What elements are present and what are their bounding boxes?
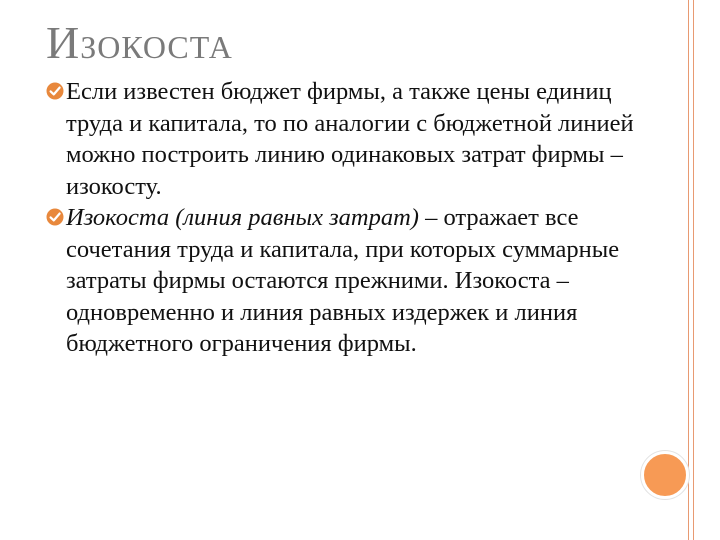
term-isocost: Изокоста (линия равных затрат) (66, 204, 419, 231)
bullet-text: Если известен бюджет фирмы, а также цены единиц труда и капитала, то по аналогии с бюджетной линией можно построить линию одинаковых затрат фирмы – изокосту. (66, 78, 634, 200)
title-initial: И (46, 17, 81, 68)
bullet-item (46, 76, 656, 202)
slide-title (46, 16, 233, 69)
title-rest: ЗОКОСТА (80, 29, 233, 65)
slide-content (46, 76, 656, 360)
bullet-text (66, 202, 656, 360)
circle-checkmark-icon (46, 82, 64, 100)
bullet-item (46, 202, 656, 360)
frame-line-left (688, 0, 689, 540)
circle-checkmark-icon (46, 208, 64, 226)
decorative-orange-circle (641, 451, 689, 499)
frame-line-right (693, 0, 694, 540)
definition-text: – отражает все сочетания труда и капитала, при которых суммарные затраты фирмы остаются прежними. Изокоста – одновременно и линия равных издержек и линия бюджетного ограничения фирмы. (66, 204, 620, 357)
